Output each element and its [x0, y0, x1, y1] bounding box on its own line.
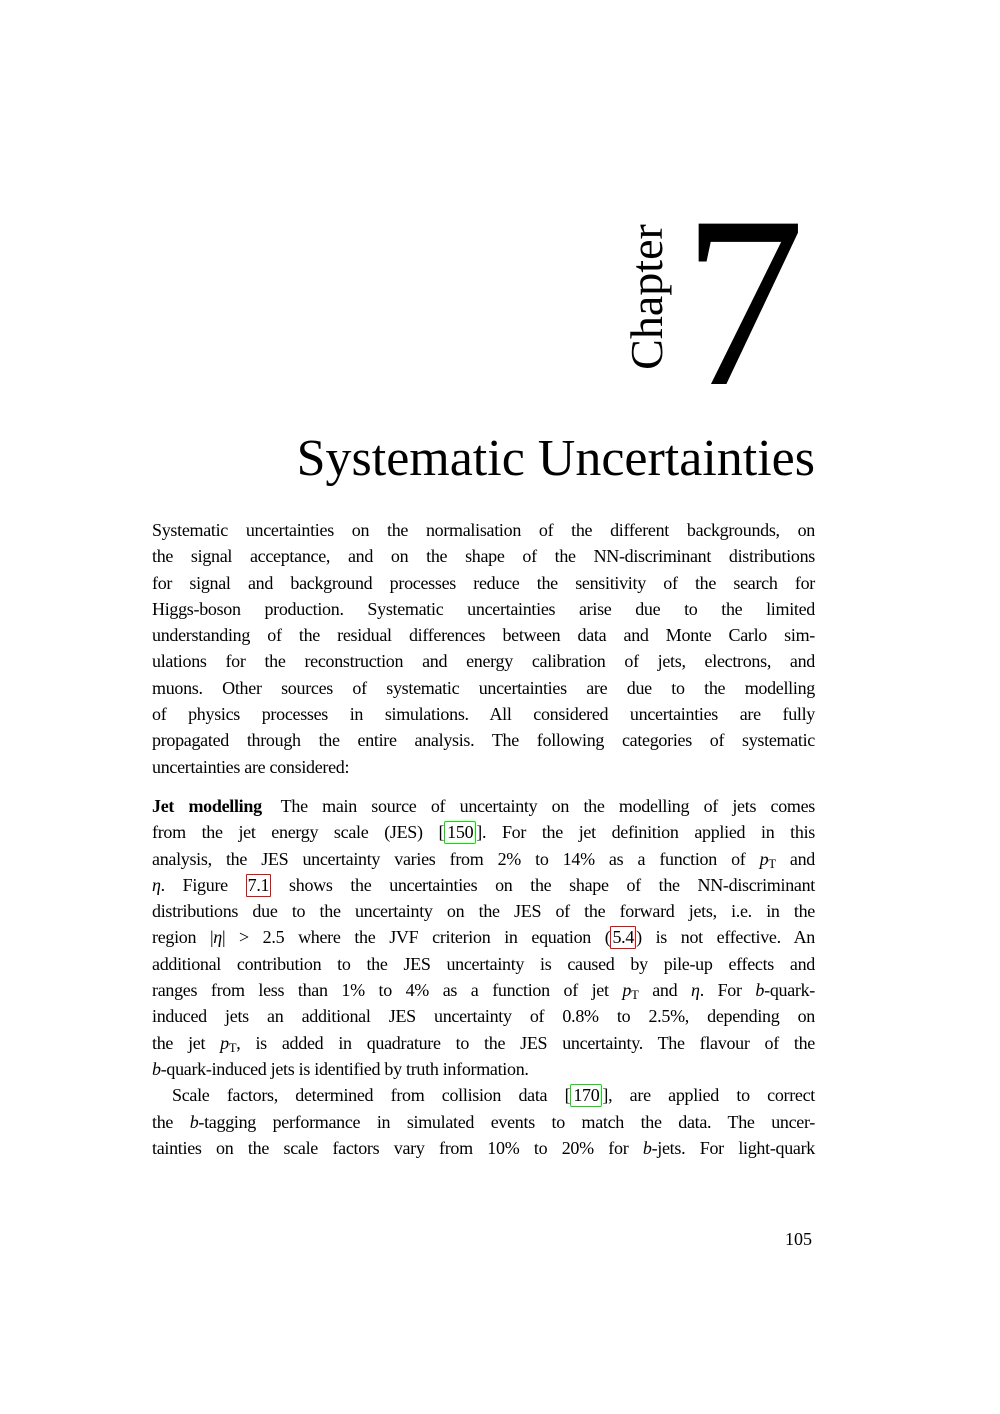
text-run: -jets. For light-quark	[651, 1137, 815, 1158]
subscript-run: T	[228, 1040, 237, 1055]
body-text	[152, 517, 815, 1161]
paragraph	[152, 517, 815, 780]
text-run: the signal acceptance, and on the shape of the NN-discriminant distributions	[152, 546, 815, 567]
text-run: induced jets an additional JES uncertainty of 0.8% to 2.5%, depending on	[152, 1006, 815, 1027]
citation-link[interactable]: 170	[570, 1084, 602, 1107]
chapter-title: Systematic Uncertainties	[296, 430, 815, 487]
text-line	[152, 819, 815, 845]
text-run: the	[152, 1111, 190, 1132]
text-line	[152, 1030, 815, 1056]
text-line	[152, 727, 815, 753]
text-line	[152, 1056, 815, 1082]
text-line	[152, 622, 815, 648]
text-run: of physics processes in simulations. All considered uncertainties are fully	[152, 704, 815, 725]
text-line	[152, 517, 815, 543]
text-run: Systematic uncertainties on the normalisation of the different backgrounds, on	[152, 520, 815, 540]
text-run: ]. For the jet definition applied in this	[476, 822, 815, 843]
text-run: -quark-induced jets is identified by truth information.	[160, 1058, 529, 1079]
text-run: shows the uncertainties on the shape of the NN-discriminant	[271, 874, 815, 895]
text-line	[152, 596, 815, 622]
text-run: additional contribution to the JES uncertainty is caused by pile-up effects and	[152, 953, 815, 974]
text-line	[152, 977, 815, 1003]
text-line	[152, 1135, 815, 1161]
text-line	[152, 898, 815, 924]
italic-run: η	[691, 980, 700, 1001]
italic-run: η	[213, 927, 222, 948]
italic-run: b	[189, 1111, 199, 1132]
text-line	[152, 543, 815, 569]
text-run: , is added in quadrature to the JES uncertainty. The flavour of the	[236, 1032, 815, 1053]
text-run: ) is not effective. An	[636, 927, 815, 948]
page-number: 105	[785, 1229, 812, 1249]
italic-run: b	[642, 1137, 652, 1158]
subscript-run: T	[631, 988, 639, 1003]
citation-link[interactable]: 150	[444, 821, 476, 844]
text-run: for signal and background processes reduce the sensitivity of the search for	[152, 572, 815, 593]
text-run: Scale factors, determined from collision data [	[172, 1085, 571, 1106]
text-run: Higgs-boson production. Systematic uncertainties arise due to the limited	[152, 598, 815, 619]
text-run: -tagging performance in simulated events to match the data. The uncer-	[198, 1111, 815, 1132]
subscript-run: T	[768, 856, 776, 871]
italic-run: η	[152, 874, 161, 895]
text-line	[152, 701, 815, 727]
paragraph	[152, 1082, 815, 1161]
text-run: . For	[699, 980, 756, 1001]
text-run: and	[775, 848, 815, 869]
text-line	[152, 924, 815, 950]
text-run: -quark-	[764, 980, 815, 1001]
text-line	[152, 872, 815, 898]
text-run: analysis, the JES uncertainty varies from 2% to 14% as a function of	[152, 848, 760, 869]
italic-run: p	[622, 980, 632, 1001]
text-line	[152, 951, 815, 977]
text-run: . Figure	[160, 874, 246, 895]
text-run: ranges from less than 1% to 4% as a function of jet	[152, 980, 623, 1001]
text-line	[152, 793, 815, 819]
italic-run: p	[220, 1032, 229, 1053]
text-run: from the jet energy scale (JES) [	[152, 822, 445, 843]
text-run: The main source of uncertainty on the modelling of jets comes	[280, 795, 816, 816]
bold-run: Jet modelling	[152, 795, 262, 816]
text-run: and	[638, 980, 692, 1001]
text-run: propagated through the entire analysis. The following categories of systematic	[152, 730, 815, 751]
chapter-number: 7	[682, 166, 805, 437]
text-run: the jet	[152, 1032, 221, 1053]
text-line	[152, 846, 815, 872]
italic-run: b	[152, 1058, 161, 1079]
text-line	[152, 675, 815, 701]
text-run: ulations for the reconstruction and energy calibration of jets, electrons, and	[152, 651, 815, 672]
italic-run: p	[759, 848, 769, 869]
text-line	[152, 1003, 815, 1029]
cross-reference-link[interactable]: 5.4	[612, 927, 635, 948]
text-run: tainties on the scale factors vary from 10% to 20% for	[152, 1137, 643, 1158]
text-run: muons. Other sources of systematic uncertainties are due to the modelling	[152, 677, 815, 698]
text-line	[152, 570, 815, 596]
cross-reference-link[interactable]: 7.1	[247, 874, 270, 895]
text-line	[152, 1082, 815, 1108]
text-run: ], are applied to correct	[602, 1085, 816, 1106]
chapter-label: Chapter	[621, 224, 672, 370]
text-line	[152, 754, 815, 780]
italic-run: b	[755, 980, 765, 1001]
text-line	[152, 648, 815, 674]
text-run: distributions due to the uncertainty on the JES of the forward jets, i.e. in the	[152, 901, 815, 922]
text-line	[152, 1109, 815, 1135]
text-run: uncertainties are considered:	[152, 756, 350, 777]
text-run: | > 2.5 where the JVF criterion in equation (	[221, 927, 611, 948]
text-run: region |	[152, 927, 214, 948]
text-run: understanding of the residual differences between data and Monte Carlo sim-	[152, 625, 815, 646]
paragraph	[152, 793, 815, 1082]
